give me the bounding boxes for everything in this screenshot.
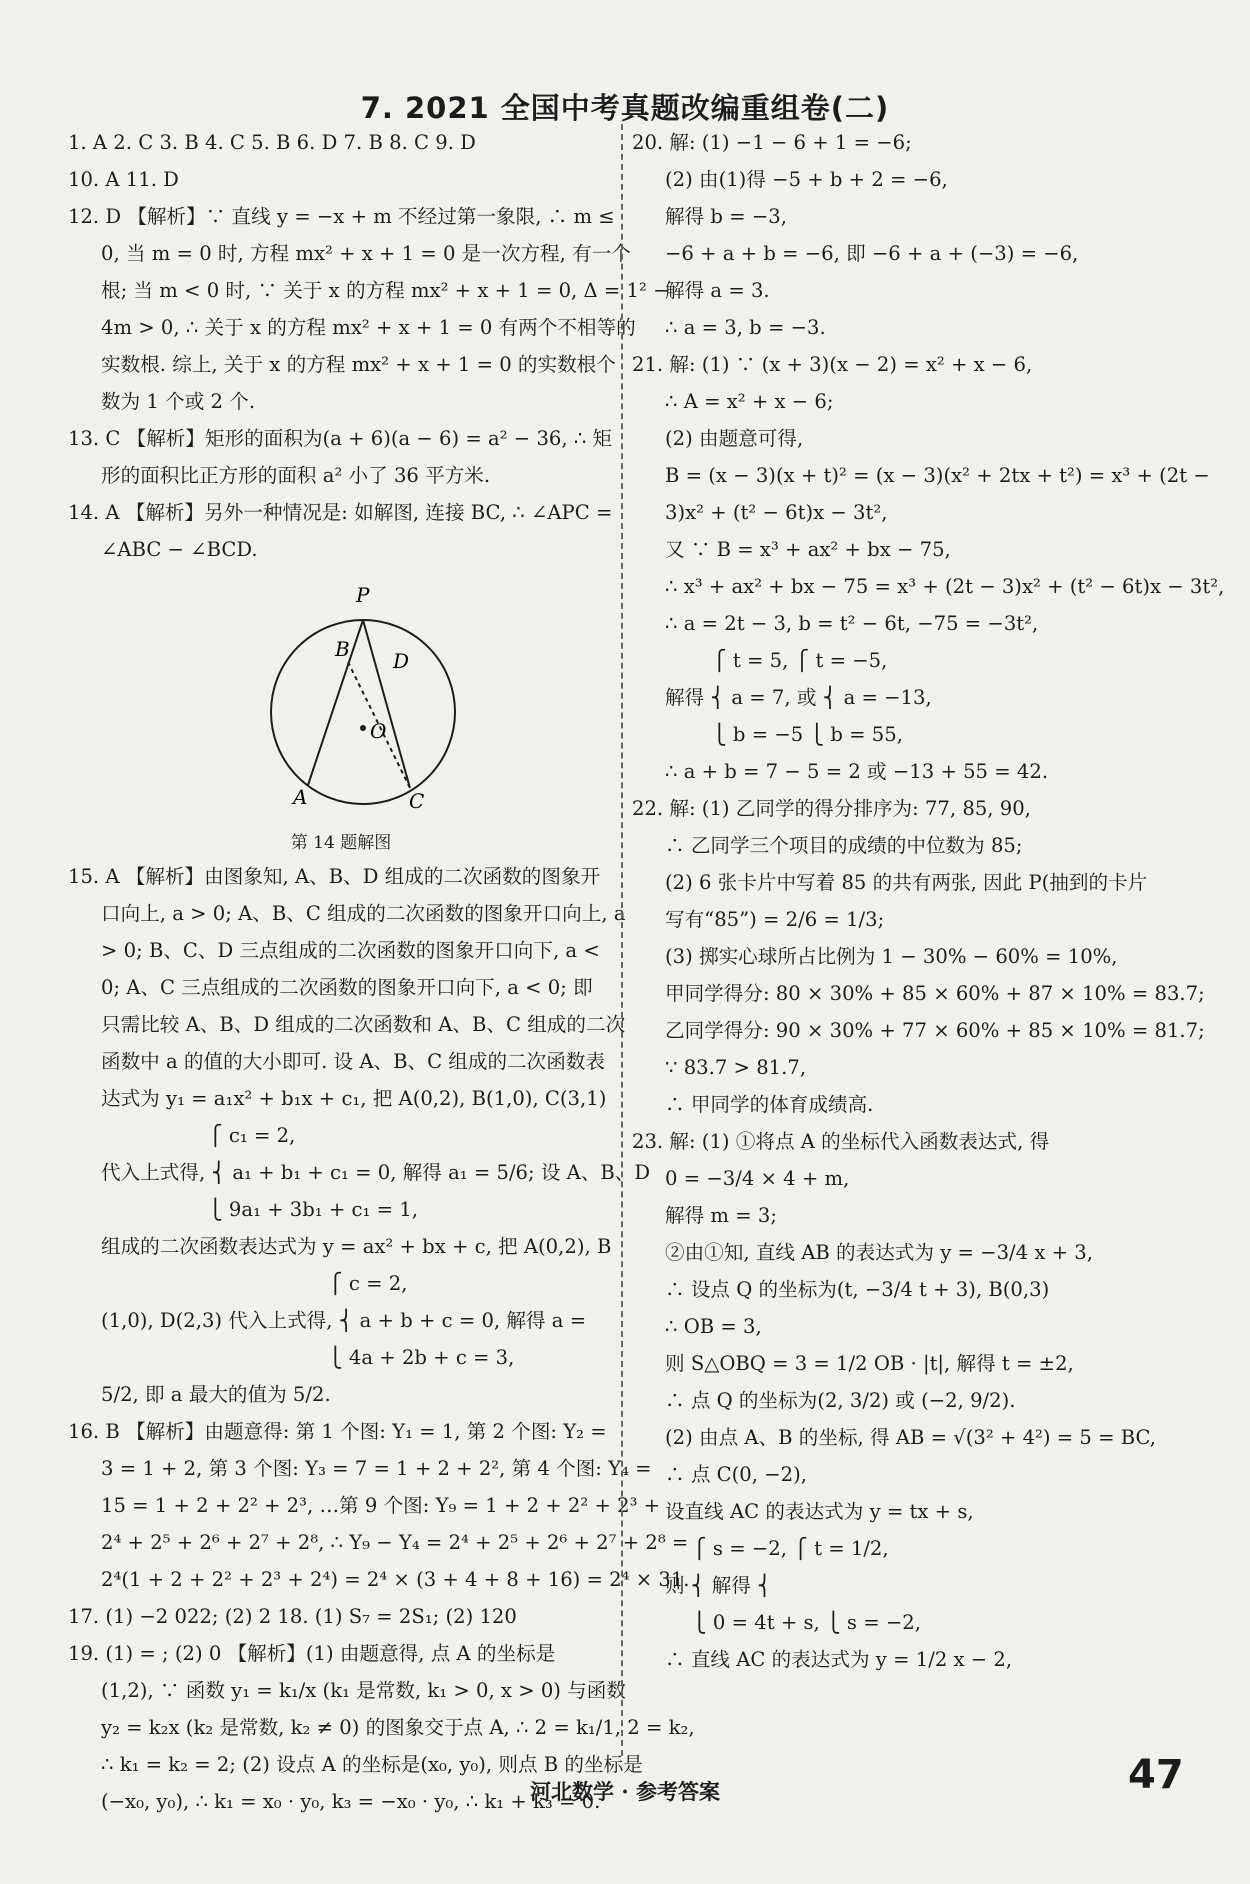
answer-line: ∴ 点 Q 的坐标为(2, 3/2) 或 (−2, 9/2). [665, 1389, 1016, 1412]
answer-line: ⎧ t = 5, ⎧ t = −5, [712, 649, 888, 672]
answer-line: ∴ x³ + ax² + bx − 75 = x³ + (2t − 3)x² + (t² − 6t)x − 3t², [665, 575, 1225, 598]
answer-line: 22. 解: (1) 乙同学的得分排序为: 77, 85, 90, [632, 797, 1031, 820]
answer-line: 达式为 y₁ = a₁x² + b₁x + c₁, 把 A(0,2), B(1,0), C(3,1) [101, 1087, 607, 1110]
answer-line: 实数根. 综上, 关于 x 的方程 mx² + x + 1 = 0 的实数根个 [101, 353, 616, 376]
answer-line: y₂ = k₂x (k₂ 是常数, k₂ ≠ 0) 的图象交于点 A, ∴ 2 = k₁/1, 2 = k₂, [101, 1716, 695, 1739]
answer-line: 17. (1) −2 022; (2) 2 18. (1) S₇ = 2S₁; (2) 120 [68, 1605, 517, 1628]
answer-line: 0 = −3/4 × 4 + m, [665, 1167, 850, 1190]
answer-line: 乙同学得分: 90 × 30% + 77 × 60% + 85 × 10% = 81.7; [665, 1019, 1205, 1042]
answer-line: 0, 当 m = 0 时, 方程 mx² + x + 1 = 0 是一次方程, 有一个 [101, 242, 631, 265]
answer-line: 形的面积比正方形的面积 a² 小了 36 平方米. [101, 464, 491, 487]
answer-line: 写有“85”) = 2/6 = 1/3; [665, 908, 885, 931]
answer-line: 12. D 【解析】∵ 直线 y = −x + m 不经过第一象限, ∴ m ≤ [68, 205, 615, 228]
label-b: B [335, 637, 350, 661]
answer-line: 15 = 1 + 2 + 2² + 2³, …第 9 个图: Y₉ = 1 + 2 + 2² + 2³ + [101, 1494, 661, 1517]
answer-line: 甲同学得分: 80 × 30% + 85 × 60% + 87 × 10% = 83.7; [665, 982, 1205, 1005]
answer-line: B = (x − 3)(x + t)² = (x − 3)(x² + 2tx + t²) = x³ + (2t − [665, 464, 1210, 487]
answer-line: 根; 当 m < 0 时, ∵ 关于 x 的方程 mx² + x + 1 = 0, Δ = 1² − [101, 279, 670, 302]
answer-line: 解得 b = −3, [665, 205, 787, 228]
answer-line: ②由①知, 直线 AB 的表达式为 y = −3/4 x + 3, [665, 1241, 1093, 1264]
answer-line: (−x₀, y₀), ∴ k₁ = x₀ · y₀, k₃ = −x₀ · y₀, ∴ k₁ + k₃ = 0. [101, 1790, 601, 1813]
answer-line: 23. 解: (1) ①将点 A 的坐标代入函数表达式, 得 [632, 1130, 1050, 1153]
answer-line: (1,0), D(2,3) 代入上式得, ⎨ a + b + c = 0, 解得 a = [101, 1309, 587, 1332]
answer-line: ∴ 设点 Q 的坐标为(t, −3/4 t + 3), B(0,3) [665, 1278, 1050, 1301]
circle-diagram [253, 572, 453, 822]
answer-line: ∴ 乙同学三个项目的成绩的中位数为 85; [665, 834, 1023, 857]
answer-line: ⎩ b = −5 ⎩ b = 55, [712, 723, 903, 746]
answer-line: 15. A 【解析】由图象知, A、B、D 组成的二次函数的图象开 [68, 865, 601, 888]
circle-figure [68, 568, 614, 828]
answer-line: 3)x² + (t² − 6t)x − 3t², [665, 501, 888, 524]
label-o: O [370, 719, 387, 743]
answer-line: 13. C 【解析】矩形的面积为(a + 6)(a − 6) = a² − 36, ∴ 矩 [68, 427, 613, 450]
line-p-c [363, 620, 410, 788]
answer-line: 0; A、C 三点组成的二次函数的图象开口向下, a < 0; 即 [101, 976, 593, 999]
answer-line: ∴ 直线 AC 的表达式为 y = 1/2 x − 2, [665, 1648, 1013, 1671]
label-c: C [409, 789, 425, 813]
answer-line: 解得 m = 3; [665, 1204, 777, 1227]
answer-line: ∴ OB = 3, [665, 1315, 762, 1338]
answer-line: ∴ 点 C(0, −2), [665, 1463, 807, 1486]
answer-line: 16. B 【解析】由题意得: 第 1 个图: Y₁ = 1, 第 2 个图: Y₂ = [68, 1420, 607, 1443]
answer-line: (2) 由题意可得, [665, 427, 804, 450]
answer-line: 4m > 0, ∴ 关于 x 的方程 mx² + x + 1 = 0 有两个不相等的 [101, 316, 636, 339]
answer-line: 3 = 1 + 2, 第 3 个图: Y₃ = 7 = 1 + 2 + 2², 第 4 个图: Y₄ = [101, 1457, 652, 1480]
answer-line: ⎩ 0 = 4t + s, ⎩ s = −2, [692, 1611, 921, 1634]
answer-line: 14. A 【解析】另外一种情况是: 如解图, 连接 BC, ∴ ∠APC = [68, 501, 613, 524]
answer-line: 解得 a = 3. [665, 279, 770, 302]
answer-line: ∵ 83.7 > 81.7, [665, 1056, 807, 1079]
answer-line: ∴ 甲同学的体育成绩高. [665, 1093, 874, 1116]
answer-line: ∴ k₁ = k₂ = 2; (2) 设点 A 的坐标是(x₀, y₀), 则点 B 的坐标是 [101, 1753, 643, 1776]
label-d: D [393, 649, 410, 673]
figure-caption: 第 14 题解图 [290, 833, 392, 853]
answer-line: −6 + a + b = −6, 即 −6 + a + (−3) = −6, [665, 242, 1079, 265]
answer-line: ∴ a + b = 7 − 5 = 2 或 −13 + 55 = 42. [665, 760, 1049, 783]
answer-line: ⎩ 4a + 2b + c = 3, [328, 1346, 515, 1369]
answer-line: 20. 解: (1) −1 − 6 + 1 = −6; [632, 131, 912, 154]
answer-line: 只需比较 A、B、D 组成的二次函数和 A、B、C 组成的二次 [101, 1013, 626, 1036]
center-point [360, 725, 366, 731]
answer-line: ∠ABC − ∠BCD. [101, 538, 258, 561]
answer-line: ⎧ c₁ = 2, [208, 1124, 296, 1147]
right-column [632, 124, 1225, 1678]
answer-line: ⎩ 9a₁ + 3b₁ + c₁ = 1, [208, 1198, 418, 1221]
page-number: 47 [1128, 1752, 1184, 1798]
answer-line: 数为 1 个或 2 个. [101, 390, 256, 413]
answer-line: ⎧ s = −2, ⎧ t = 1/2, [692, 1537, 889, 1560]
answer-line: 组成的二次函数表达式为 y = ax² + bx + c, 把 A(0,2), B [101, 1235, 612, 1258]
answer-line: 1. A 2. C 3. B 4. C 5. B 6. D 7. B 8. C 9. D [68, 131, 476, 154]
column-divider [621, 124, 623, 1756]
answer-line: ∴ A = x² + x − 6; [665, 390, 834, 413]
answer-line: ∴ a = 2t − 3, b = t² − 6t, −75 = −3t², [665, 612, 1039, 635]
answer-line: 2⁴(1 + 2 + 2² + 2³ + 2⁴) = 2⁴ × (3 + 4 + 8 + 16) = 2⁴ × 31. [101, 1568, 690, 1591]
answer-line: 则 ⎨ 解得 ⎨ [665, 1574, 772, 1597]
page-footer: 河北数学 · 参考答案 [530, 1779, 720, 1804]
answer-line: > 0; B、C、D 三点组成的二次函数的图象开口向下, a < [101, 939, 600, 962]
answer-line: 又 ∵ B = x³ + ax² + bx − 75, [665, 538, 951, 561]
answer-line: 则 S△OBQ = 3 = 1/2 OB · |t|, 解得 t = ±2, [665, 1352, 1074, 1375]
answer-line: 代入上式得, ⎨ a₁ + b₁ + c₁ = 0, 解得 a₁ = 5/6; 设 A、B、D [101, 1161, 651, 1184]
answer-line: (2) 6 张卡片中写着 85 的共有两张, 因此 P(抽到的卡片 [665, 871, 1148, 894]
page-title: 7. 2021 全国中考真题改编重组卷(二) [360, 91, 890, 125]
answer-line: (3) 掷实心球所占比例为 1 − 30% − 60% = 10%, [665, 945, 1118, 968]
answer-line: 口向上, a > 0; A、B、C 组成的二次函数的图象开口向上, a [101, 902, 626, 925]
answer-line: ∴ a = 3, b = −3. [665, 316, 826, 339]
answer-line: 2⁴ + 2⁵ + 2⁶ + 2⁷ + 2⁸, ∴ Y₉ − Y₄ = 2⁴ + 2⁵ + 2⁶ + 2⁷ + 2⁸ = [101, 1531, 689, 1554]
answer-line: 函数中 a 的值的大小即可. 设 A、B、C 组成的二次函数表 [101, 1050, 606, 1073]
answer-line: 19. (1) = ; (2) 0 【解析】(1) 由题意得, 点 A 的坐标是 [68, 1642, 556, 1665]
answer-line: 5/2, 即 a 最大的值为 5/2. [101, 1383, 331, 1406]
answer-line: 10. A 11. D [68, 168, 179, 191]
label-a: A [293, 785, 308, 809]
answer-line: ⎧ c = 2, [328, 1272, 408, 1295]
circle-o [271, 620, 455, 804]
answer-line: (2) 由点 A、B 的坐标, 得 AB = √(3² + 4²) = 5 = BC, [665, 1426, 1157, 1449]
answer-line: (2) 由(1)得 −5 + b + 2 = −6, [665, 168, 948, 191]
answer-line: 解得 ⎨ a = 7, 或 ⎨ a = −13, [665, 686, 932, 709]
label-p: P [356, 583, 370, 607]
answer-line: 21. 解: (1) ∵ (x + 3)(x − 2) = x² + x − 6, [632, 353, 1033, 376]
answer-line: 设直线 AC 的表达式为 y = tx + s, [665, 1500, 974, 1523]
answer-line: (1,2), ∵ 函数 y₁ = k₁/x (k₁ 是常数, k₁ > 0, x > 0) 与函数 [101, 1679, 626, 1702]
